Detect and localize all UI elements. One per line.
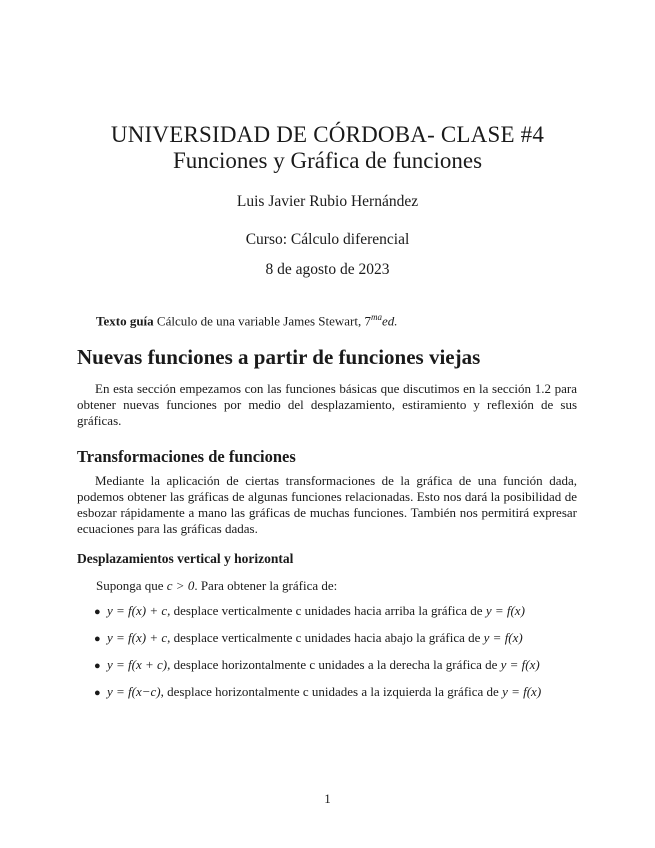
intro-sentence [96, 578, 337, 594]
author-name: Luis Javier Rubio Hernández [236, 193, 419, 210]
item-text: , desplace verticalmente c unidades hacia arriba la gráfica de [167, 603, 486, 618]
course-name: Curso: Cálculo diferencial [245, 231, 410, 248]
list-item [94, 656, 594, 683]
item-target: y = f(x) [500, 657, 540, 672]
list-item [94, 629, 594, 656]
intro-prefix: Suponga que [96, 578, 167, 593]
item-text: , desplace verticalmente c unidades hacia abajo la gráfica de [167, 630, 484, 645]
subsubsection-title: Desplazamientos vertical y horizontal [77, 551, 294, 566]
section-paragraph [77, 381, 577, 429]
item-target: y = f(x) [483, 630, 523, 645]
guide-label: Texto guía [96, 313, 154, 329]
intro-math: c > 0 [166, 578, 195, 593]
list-item [94, 602, 594, 629]
bullet-icon: ● [94, 687, 101, 699]
guide-suffix: ed. [382, 313, 398, 329]
document-title: UNIVERSIDAD DE CÓRDOBA- CLASE #4 [110, 122, 545, 147]
guide-reference: Cálculo de una variable James Stewart, 7 [156, 313, 371, 329]
bullet-icon: ● [94, 660, 101, 672]
section-paragraph-text: En esta sección empezamos con las funciones básicas que discutimos en la sección 1.2 para obtener nuevas funciones por medio del desplazamiento, estiramiento y reflexión de sus gráficas. [77, 381, 577, 428]
item-target: y = f(x) [502, 684, 542, 699]
subsection-paragraph-text: Mediante la aplicación de ciertas transformaciones de la gráfica de una función dada, podemos obtener las gráficas de algunas funciones relacionadas. Esto nos dará la posibilidad de esbozar rápidamente a mano las gráficas de muchas funciones. También nos permitirá expresar ecuaciones para las gráficas dadas. [77, 473, 577, 536]
item-formula: y = f(x−c) [107, 684, 161, 699]
subsection-title: Transformaciones de funciones [77, 447, 296, 466]
document-subtitle: Funciones y Gráfica de funciones [172, 148, 483, 173]
page-number: 1 [324, 791, 331, 806]
intro-suffix: . Para obtener la gráfica de: [194, 578, 338, 593]
transformation-list [94, 602, 594, 710]
item-text: , desplace horizontalmente c unidades a la derecha la gráfica de [167, 657, 501, 672]
item-formula: y = f(x) + c [107, 630, 168, 645]
bullet-icon: ● [94, 606, 101, 618]
document-date: 8 de agosto de 2023 [265, 261, 390, 278]
section-title: Nuevas funciones a partir de funciones viejas [77, 345, 481, 369]
guide-superscript: ma [371, 312, 382, 322]
item-text: , desplace horizontalmente c unidades a la izquierda la gráfica de [160, 684, 503, 699]
item-formula: y = f(x) + c [107, 603, 168, 618]
item-formula: y = f(x + c) [107, 657, 168, 672]
guide-text [96, 312, 398, 329]
item-target: y = f(x) [485, 603, 525, 618]
bullet-icon: ● [94, 633, 101, 645]
subsection-paragraph [77, 473, 577, 537]
list-item [94, 683, 594, 710]
